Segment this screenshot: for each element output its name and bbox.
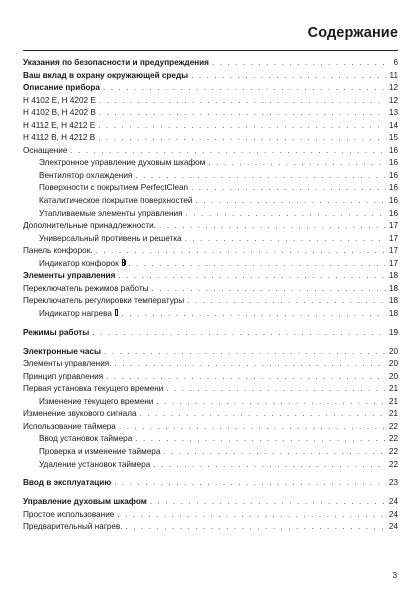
toc-entry-page: 18: [388, 271, 398, 281]
dot-leader: [117, 509, 386, 522]
toc-entry[interactable]: [23, 408, 398, 421]
toc-entry-page: 18: [388, 296, 398, 306]
toc-entry-title: Ваш вклад в охрану окружающей среды: [23, 70, 189, 80]
toc-entry[interactable]: [23, 433, 398, 446]
toc-entry-page: 23: [388, 478, 398, 488]
toc-entry[interactable]: [23, 107, 398, 120]
dot-leader: [163, 446, 386, 459]
toc-entry-title: H 4112 B, H 4212 B: [23, 133, 96, 143]
toc-entry[interactable]: [23, 421, 398, 434]
dot-leader: [186, 208, 386, 221]
toc-entry-title: Предварительный нагрев.: [23, 522, 123, 532]
dot-leader: [99, 107, 386, 120]
toc-entry[interactable]: [23, 145, 398, 158]
toc-entry-title: Каталитическое покрытие поверхностей: [39, 196, 193, 206]
toc-entry-page: 16: [388, 183, 398, 193]
dot-leader: [121, 308, 385, 321]
toc-entry[interactable]: [23, 295, 398, 308]
toc-entry[interactable]: [23, 521, 398, 534]
toc-entry-title: Удаление установок таймера: [39, 459, 151, 469]
toc-entry-page: 22: [388, 459, 398, 469]
toc-entry-title: Индикатор конфорок: [39, 258, 119, 268]
dot-leader: [191, 182, 386, 195]
toc-entry[interactable]: [23, 396, 398, 409]
toc-entry-title: Электронное управление духовым шкафом: [39, 158, 206, 168]
toc-entry-title: Утапливаемые элементы управления: [39, 208, 183, 218]
toc-entry-page: 13: [388, 108, 398, 118]
toc-entry-page: 12: [388, 83, 398, 93]
toc-entry-title: Управление духовым шкафом: [23, 497, 147, 507]
toc-entry[interactable]: [23, 57, 398, 70]
toc-entry[interactable]: [23, 157, 398, 170]
toc-entry[interactable]: [23, 258, 398, 271]
toc-entry[interactable]: [23, 220, 398, 233]
toc-entry-page: 21: [388, 396, 398, 406]
toc-entry[interactable]: [23, 70, 398, 83]
toc-entry-title: Вентилятор охлаждения: [39, 170, 133, 180]
page-number: 3: [392, 571, 397, 580]
toc-entry-page: 17: [388, 221, 398, 231]
toc-entry-title: Принцип управления: [23, 371, 104, 381]
toc-entry-title: Простое использование: [23, 509, 115, 519]
toc-entry-page: 17: [388, 233, 398, 243]
toc-entry-title: Описание прибора: [23, 83, 100, 93]
dot-leader: [140, 408, 386, 421]
toc-entry-page: 24: [388, 522, 398, 532]
toc-entry-page: 14: [388, 120, 398, 130]
toc-entry-title: Элементы управления: [23, 271, 116, 281]
toc-entry-title: Оснащение: [23, 145, 68, 155]
dot-leader: [150, 496, 386, 509]
toc-entry-page: 22: [388, 447, 398, 456]
dot-leader: [208, 157, 386, 170]
page-title: Содержание: [307, 25, 398, 41]
toc-entry-page: 16: [388, 145, 398, 155]
toc-entry[interactable]: [23, 195, 398, 208]
toc-entry-page: 19: [388, 327, 398, 337]
toc-entry-title: Переключатель режимов работы: [23, 283, 149, 293]
toc-entry[interactable]: [23, 346, 398, 359]
toc-entry[interactable]: [23, 446, 398, 459]
toc-entry-title: H 4102 B, H 4202 B: [23, 108, 96, 118]
dot-leader: [106, 371, 386, 384]
toc-entry[interactable]: [23, 371, 398, 384]
toc-entry[interactable]: [23, 327, 398, 340]
toc-entry-title: Индикатор нагрева: [39, 308, 112, 318]
toc-entry[interactable]: [23, 182, 398, 195]
toc-entry[interactable]: [23, 459, 398, 472]
dot-leader: [152, 283, 386, 296]
toc-entry-title: Ввод установок таймера: [39, 434, 133, 444]
toc-entry[interactable]: [23, 208, 398, 221]
dot-leader: [195, 195, 385, 208]
dot-leader: [98, 132, 386, 145]
dot-leader: [114, 477, 386, 490]
toc-entry[interactable]: [23, 245, 398, 258]
toc-entry-title: Изменение текущего времени: [39, 396, 154, 406]
toc-entry[interactable]: [23, 170, 398, 183]
dot-leader: [104, 346, 386, 359]
toc-entry-page: 16: [388, 158, 398, 168]
toc-entry-title: Проверка и изменение таймера: [39, 447, 161, 456]
toc-entry[interactable]: [23, 509, 398, 522]
dot-leader: [159, 220, 386, 233]
toc-entry-title: Указания по безопасности и предупреждения: [23, 58, 209, 67]
toc-entry-page: 17: [388, 258, 398, 268]
toc-entry[interactable]: [23, 358, 398, 371]
dot-leader: [119, 421, 386, 434]
toc-entry[interactable]: [23, 120, 398, 133]
toc-entry-page: 22: [388, 434, 398, 444]
dot-leader: [70, 145, 386, 158]
toc-entry[interactable]: [23, 383, 398, 396]
toc-entry-title: H 4102 E, H 4202 E: [23, 95, 96, 105]
dot-leader: [212, 57, 391, 70]
dot-leader: [156, 396, 386, 409]
toc-entry-page: 24: [388, 509, 398, 519]
dot-leader: [153, 459, 386, 472]
toc-entry-title: Панель конфорок.: [23, 246, 93, 256]
toc-entry[interactable]: [23, 283, 398, 296]
dot-leader: [191, 70, 386, 83]
toc-entry[interactable]: [23, 477, 398, 490]
dot-leader: [187, 295, 386, 308]
dot-leader: [185, 233, 386, 246]
toc-entry-page: 18: [388, 283, 398, 293]
toc-entry-page: 20: [388, 359, 398, 369]
toc-entry[interactable]: [23, 82, 398, 95]
toc-entry-title: Поверхности с покрытием PerfectClean: [39, 183, 189, 193]
heating-indicator-icon: [115, 309, 119, 316]
toc-entry-page: 16: [388, 170, 398, 180]
toc-entry-page: 16: [388, 196, 398, 206]
page-header: [23, 14, 398, 51]
dot-leader: [166, 383, 386, 396]
dot-leader: [118, 270, 386, 283]
toc-entry-page: 6: [393, 58, 398, 67]
toc-entry-title: Первая установка текущего времени: [23, 384, 164, 394]
dot-leader: [126, 521, 386, 534]
toc-entry-page: 15: [388, 133, 398, 143]
dot-leader: [98, 120, 386, 133]
toc-entry-page: 20: [388, 346, 398, 356]
burner-indicator-icon: [122, 259, 125, 266]
toc-entry[interactable]: [23, 233, 398, 246]
toc-entry[interactable]: [23, 496, 398, 509]
toc-entry-page: 21: [388, 409, 398, 419]
dot-leader: [135, 433, 386, 446]
table-of-contents: [23, 57, 398, 534]
dot-leader: [135, 170, 386, 183]
toc-entry-title: Электронные часы: [23, 346, 101, 356]
dot-leader: [128, 258, 386, 271]
toc-entry-page: 16: [388, 208, 398, 218]
toc-entry-title: H 4112 E, H 4212 E: [23, 120, 96, 130]
toc-entry-title: Использование таймера: [23, 421, 116, 431]
toc-entry-page: 18: [388, 308, 398, 318]
dot-leader: [92, 327, 386, 340]
dot-leader: [115, 358, 386, 371]
toc-entry-page: 20: [388, 371, 398, 381]
toc-entry[interactable]: [23, 95, 398, 108]
toc-entry-page: 22: [388, 421, 398, 431]
toc-entry-page: 12: [388, 95, 398, 105]
toc-entry-title: Переключатель регулировки температуры: [23, 296, 185, 306]
toc-entry-page: 24: [388, 497, 398, 507]
dot-leader: [99, 95, 386, 108]
toc-entry-title: Дополнительные принадлежности.: [23, 221, 156, 231]
toc-entry-title: Элементы управления.: [23, 359, 112, 369]
dot-leader: [96, 245, 386, 258]
toc-entry[interactable]: [23, 270, 398, 283]
toc-entry-title: Режимы работы: [23, 327, 90, 337]
toc-entry-page: 17: [388, 246, 398, 256]
dot-leader: [103, 82, 386, 95]
toc-entry[interactable]: [23, 132, 398, 145]
toc-entry[interactable]: [23, 308, 398, 321]
toc-entry-page: 11: [389, 70, 398, 80]
toc-entry-title: Изменение звукового сигнала: [23, 409, 137, 419]
toc-entry-title: Ввод в эксплуатацию: [23, 478, 112, 488]
toc-entry-page: 21: [388, 384, 398, 394]
toc-entry-title: Универсальный противень и решетка: [39, 233, 182, 243]
